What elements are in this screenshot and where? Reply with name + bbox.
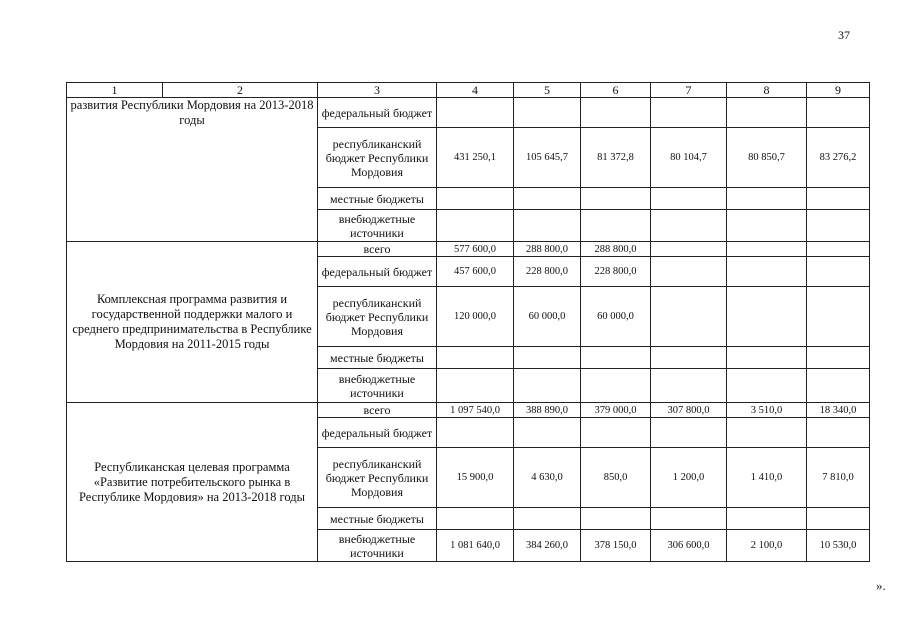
header-cell: 1 (67, 83, 163, 98)
value-cell (651, 242, 727, 257)
value-cell (514, 210, 581, 242)
header-row (67, 83, 870, 98)
value-cell (807, 188, 870, 210)
value-cell: 10 530,0 (807, 530, 870, 562)
value-cell (727, 508, 807, 530)
value-cell: 7 810,0 (807, 448, 870, 508)
value-cell (807, 287, 870, 347)
program-name: Комплексная программа развития и государственной поддержки малого и среднего предпринимательства в Республике Мордовия на 2011-2015 годы (67, 242, 318, 403)
value-cell: 288 800,0 (514, 242, 581, 257)
value-cell (807, 98, 870, 128)
value-cell (581, 347, 651, 369)
value-cell: 431 250,1 (437, 128, 514, 188)
value-cell: 1 097 540,0 (437, 403, 514, 418)
funding-source: внебюджетные источники (318, 369, 437, 403)
header-cell: 9 (807, 83, 870, 98)
funding-source: всего (318, 403, 437, 418)
table-row (67, 98, 870, 128)
header-cell: 2 (163, 83, 318, 98)
value-cell (651, 210, 727, 242)
value-cell (727, 210, 807, 242)
value-cell: 306 600,0 (651, 530, 727, 562)
value-cell (514, 418, 581, 448)
funding-source: республиканский бюджет Республики Мордовия (318, 287, 437, 347)
funding-source: местные бюджеты (318, 508, 437, 530)
funding-source: внебюджетные источники (318, 530, 437, 562)
header-cell: 8 (727, 83, 807, 98)
funding-source: федеральный бюджет (318, 418, 437, 448)
value-cell (514, 347, 581, 369)
header-cell: 7 (651, 83, 727, 98)
funding-source: федеральный бюджет (318, 257, 437, 287)
value-cell (514, 188, 581, 210)
value-cell (807, 369, 870, 403)
value-cell (807, 418, 870, 448)
value-cell: 384 260,0 (514, 530, 581, 562)
value-cell (727, 98, 807, 128)
value-cell (727, 347, 807, 369)
funding-source: республиканский бюджет Республики Мордовия (318, 448, 437, 508)
funding-source: республиканский бюджет Республики Мордовия (318, 128, 437, 188)
value-cell: 60 000,0 (514, 287, 581, 347)
value-cell (727, 418, 807, 448)
value-cell (651, 257, 727, 287)
value-cell (807, 347, 870, 369)
program-name: развития Республики Мордовия на 2013-2018 годы (67, 98, 318, 242)
value-cell: 4 630,0 (514, 448, 581, 508)
funding-source: федеральный бюджет (318, 98, 437, 128)
value-cell (514, 508, 581, 530)
value-cell (437, 369, 514, 403)
funding-source: внебюджетные источники (318, 210, 437, 242)
value-cell (651, 508, 727, 530)
value-cell (651, 369, 727, 403)
budget-table (66, 82, 870, 562)
value-cell (727, 369, 807, 403)
value-cell (581, 210, 651, 242)
value-cell: 3 510,0 (727, 403, 807, 418)
value-cell: 379 000,0 (581, 403, 651, 418)
value-cell: 2 100,0 (727, 530, 807, 562)
header-cell: 4 (437, 83, 514, 98)
value-cell: 80 104,7 (651, 128, 727, 188)
value-cell: 80 850,7 (727, 128, 807, 188)
value-cell (581, 418, 651, 448)
program-name: Республиканская целевая программа «Развитие потребительского рынка в Республике Мордовия» на 2013-2018 годы (67, 403, 318, 562)
value-cell (651, 418, 727, 448)
value-cell: 105 645,7 (514, 128, 581, 188)
value-cell (727, 242, 807, 257)
header-cell: 5 (514, 83, 581, 98)
value-cell (727, 287, 807, 347)
value-cell: 83 276,2 (807, 128, 870, 188)
funding-source: местные бюджеты (318, 188, 437, 210)
funding-source: местные бюджеты (318, 347, 437, 369)
value-cell (727, 188, 807, 210)
value-cell: 457 600,0 (437, 257, 514, 287)
value-cell (581, 508, 651, 530)
closing-quote-mark: ». (876, 578, 886, 593)
value-cell (727, 257, 807, 287)
value-cell: 388 890,0 (514, 403, 581, 418)
value-cell: 120 000,0 (437, 287, 514, 347)
value-cell: 850,0 (581, 448, 651, 508)
value-cell (437, 418, 514, 448)
value-cell (437, 210, 514, 242)
value-cell (581, 369, 651, 403)
value-cell (581, 98, 651, 128)
value-cell (437, 98, 514, 128)
header-cell: 3 (318, 83, 437, 98)
value-cell: 228 800,0 (581, 257, 651, 287)
value-cell (437, 347, 514, 369)
header-cell: 6 (581, 83, 651, 98)
value-cell: 18 340,0 (807, 403, 870, 418)
value-cell (807, 508, 870, 530)
value-cell (651, 188, 727, 210)
value-cell (437, 508, 514, 530)
value-cell: 81 372,8 (581, 128, 651, 188)
value-cell (514, 98, 581, 128)
value-cell: 60 000,0 (581, 287, 651, 347)
table-row (67, 403, 870, 418)
value-cell (514, 369, 581, 403)
value-cell (807, 257, 870, 287)
value-cell (651, 347, 727, 369)
value-cell: 1 081 640,0 (437, 530, 514, 562)
value-cell: 228 800,0 (514, 257, 581, 287)
value-cell: 307 800,0 (651, 403, 727, 418)
value-cell: 378 150,0 (581, 530, 651, 562)
value-cell: 577 600,0 (437, 242, 514, 257)
value-cell (651, 287, 727, 347)
value-cell: 1 410,0 (727, 448, 807, 508)
page-number: 37 (838, 28, 850, 42)
value-cell (651, 98, 727, 128)
value-cell: 15 900,0 (437, 448, 514, 508)
funding-source: всего (318, 242, 437, 257)
table-row (67, 242, 870, 257)
value-cell (437, 188, 514, 210)
value-cell (581, 188, 651, 210)
value-cell: 288 800,0 (581, 242, 651, 257)
value-cell: 1 200,0 (651, 448, 727, 508)
value-cell (807, 242, 870, 257)
value-cell (807, 210, 870, 242)
